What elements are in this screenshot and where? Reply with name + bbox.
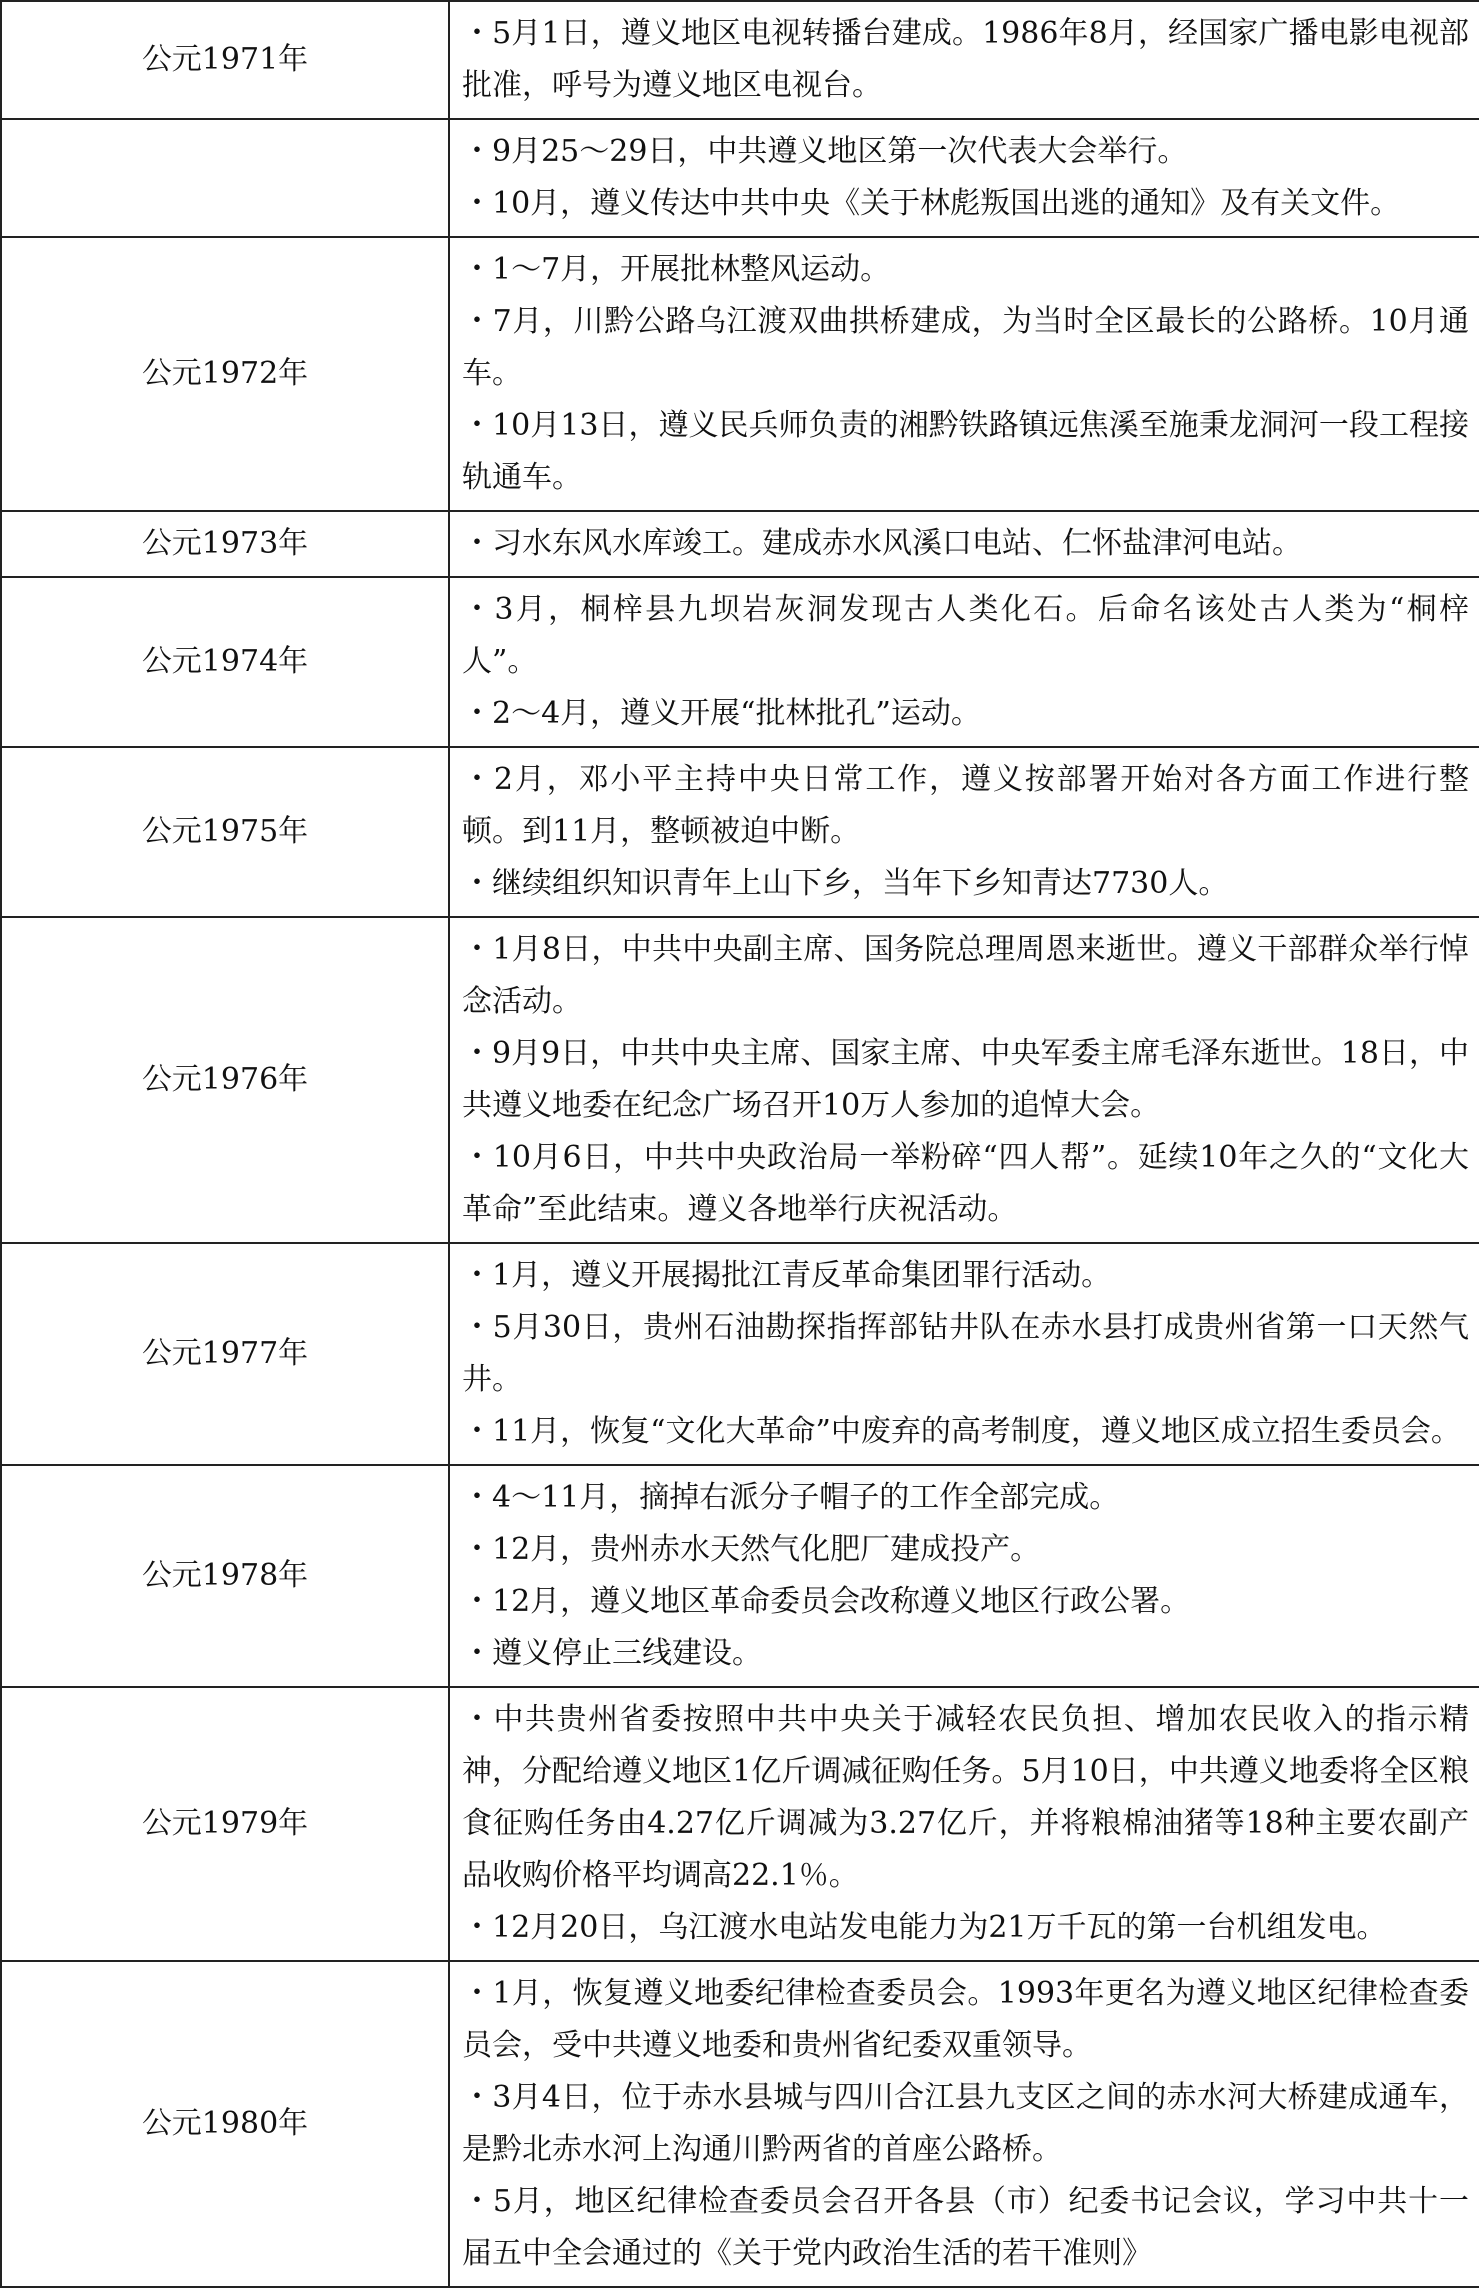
events-cell [449,511,1479,577]
event-entry: ・10月6日，中共中央政治局一举粉碎“四人帮”。延续10年之久的“文化大革命”至此结束。遵义各地举行庆祝活动。 [462,1140,1469,1227]
event-entry: ・2～4月，遵义开展“批林批孔”运动。 [462,696,981,731]
event-entry: ・12月20日，乌江渡水电站发电能力为21万千瓦的第一台机组发电。 [462,1910,1387,1945]
events-cell [449,1,1479,119]
event-entry: ・1～7月，开展批林整风运动。 [462,252,891,287]
table-row [1,1243,1479,1465]
event-entry: ・9月25～29日，中共遵义地区第一次代表大会举行。 [462,134,1188,169]
year-cell: 公元1974年 [1,577,449,747]
year-cell: 公元1973年 [1,511,449,577]
events-cell [449,1687,1479,1961]
event-entry: ・中共贵州省委按照中共中央关于减轻农民负担、增加农民收入的指示精神，分配给遵义地区1亿斤调减征购任务。5月10日，中共遵义地委将全区粮食征购任务由4.27亿斤调减为3.27亿斤，并将粮棉油猪等18种主要农副产品收购价格平均调高22.1％。 [462,1702,1469,1893]
year-cell [1,119,449,237]
event-entry: ・5月，地区纪律检查委员会召开各县（市）纪委书记会议，学习中共十一届五中全会通过的《关于党内政治生活的若干准则》 [462,2184,1469,2271]
table-row [1,511,1479,577]
year-cell: 公元1977年 [1,1243,449,1465]
event-entry: ・5月1日，遵义地区电视转播台建成。1986年8月，经国家广播电影电视部批准，呼号为遵义地区电视台。 [462,16,1469,103]
table-row [1,237,1479,511]
event-entry: ・习水东风水库竣工。建成赤水风溪口电站、仁怀盐津河电站。 [462,526,1302,561]
events-cell [449,1961,1479,2287]
table-row [1,119,1479,237]
year-cell: 公元1971年 [1,1,449,119]
table-row [1,1961,1479,2287]
event-entry: ・继续组织知识青年上山下乡，当年下乡知青达7730人。 [462,866,1229,901]
event-entry: ・1月，恢复遵义地委纪律检查委员会。1993年更名为遵义地区纪律检查委员会，受中共遵义地委和贵州省纪委双重领导。 [462,1976,1469,2063]
event-entry: ・3月，桐梓县九坝岩灰洞发现古人类化石。后命名该处古人类为“桐梓人”。 [462,592,1469,679]
year-cell: 公元1976年 [1,917,449,1243]
event-entry: ・5月30日，贵州石油勘探指挥部钻井队在赤水县打成贵州省第一口天然气井。 [462,1310,1469,1397]
event-entry: ・10月13日，遵义民兵师负责的湘黔铁路镇远焦溪至施秉龙洞河一段工程接轨通车。 [462,408,1469,495]
event-entry: ・12月，遵义地区革命委员会改称遵义地区行政公署。 [462,1584,1191,1619]
events-cell [449,237,1479,511]
table-row [1,1465,1479,1687]
event-entry: ・3月4日，位于赤水县城与四川合江县九支区之间的赤水河大桥建成通车，是黔北赤水河上沟通川黔两省的首座公路桥。 [462,2080,1469,2167]
events-cell [449,119,1479,237]
chronology-body [1,1,1479,2287]
event-entry: ・10月，遵义传达中共中央《关于林彪叛国出逃的通知》及有关文件。 [462,186,1401,221]
event-entry: ・7月，川黔公路乌江渡双曲拱桥建成，为当时全区最长的公路桥。10月通车。 [462,304,1469,391]
year-cell: 公元1980年 [1,1961,449,2287]
table-row [1,747,1479,917]
event-entry: ・11月，恢复“文化大革命”中废弃的高考制度，遵义地区成立招生委员会。 [462,1414,1461,1449]
event-entry: ・1月，遵义开展揭批江青反革命集团罪行活动。 [462,1258,1112,1293]
table-row [1,917,1479,1243]
year-cell: 公元1972年 [1,237,449,511]
table-row [1,577,1479,747]
year-cell: 公元1978年 [1,1465,449,1687]
year-cell: 公元1975年 [1,747,449,917]
events-cell [449,747,1479,917]
event-entry: ・4～11月，摘掉右派分子帽子的工作全部完成。 [462,1480,1120,1515]
event-entry: ・12月，贵州赤水天然气化肥厂建成投产。 [462,1532,1041,1567]
table-row [1,1687,1479,1961]
event-entry: ・遵义停止三线建设。 [462,1636,762,1671]
table-row [1,1,1479,119]
events-cell [449,917,1479,1243]
events-cell [449,1243,1479,1465]
year-cell: 公元1979年 [1,1687,449,1961]
events-cell [449,577,1479,747]
event-entry: ・1月8日，中共中央副主席、国务院总理周恩来逝世。遵义干部群众举行悼念活动。 [462,932,1469,1019]
event-entry: ・9月9日，中共中央主席、国家主席、中央军委主席毛泽东逝世。18日，中共遵义地委在纪念广场召开10万人参加的追悼大会。 [462,1036,1469,1123]
events-cell [449,1465,1479,1687]
event-entry: ・2月，邓小平主持中央日常工作，遵义按部署开始对各方面工作进行整顿。到11月，整顿被迫中断。 [462,762,1469,849]
